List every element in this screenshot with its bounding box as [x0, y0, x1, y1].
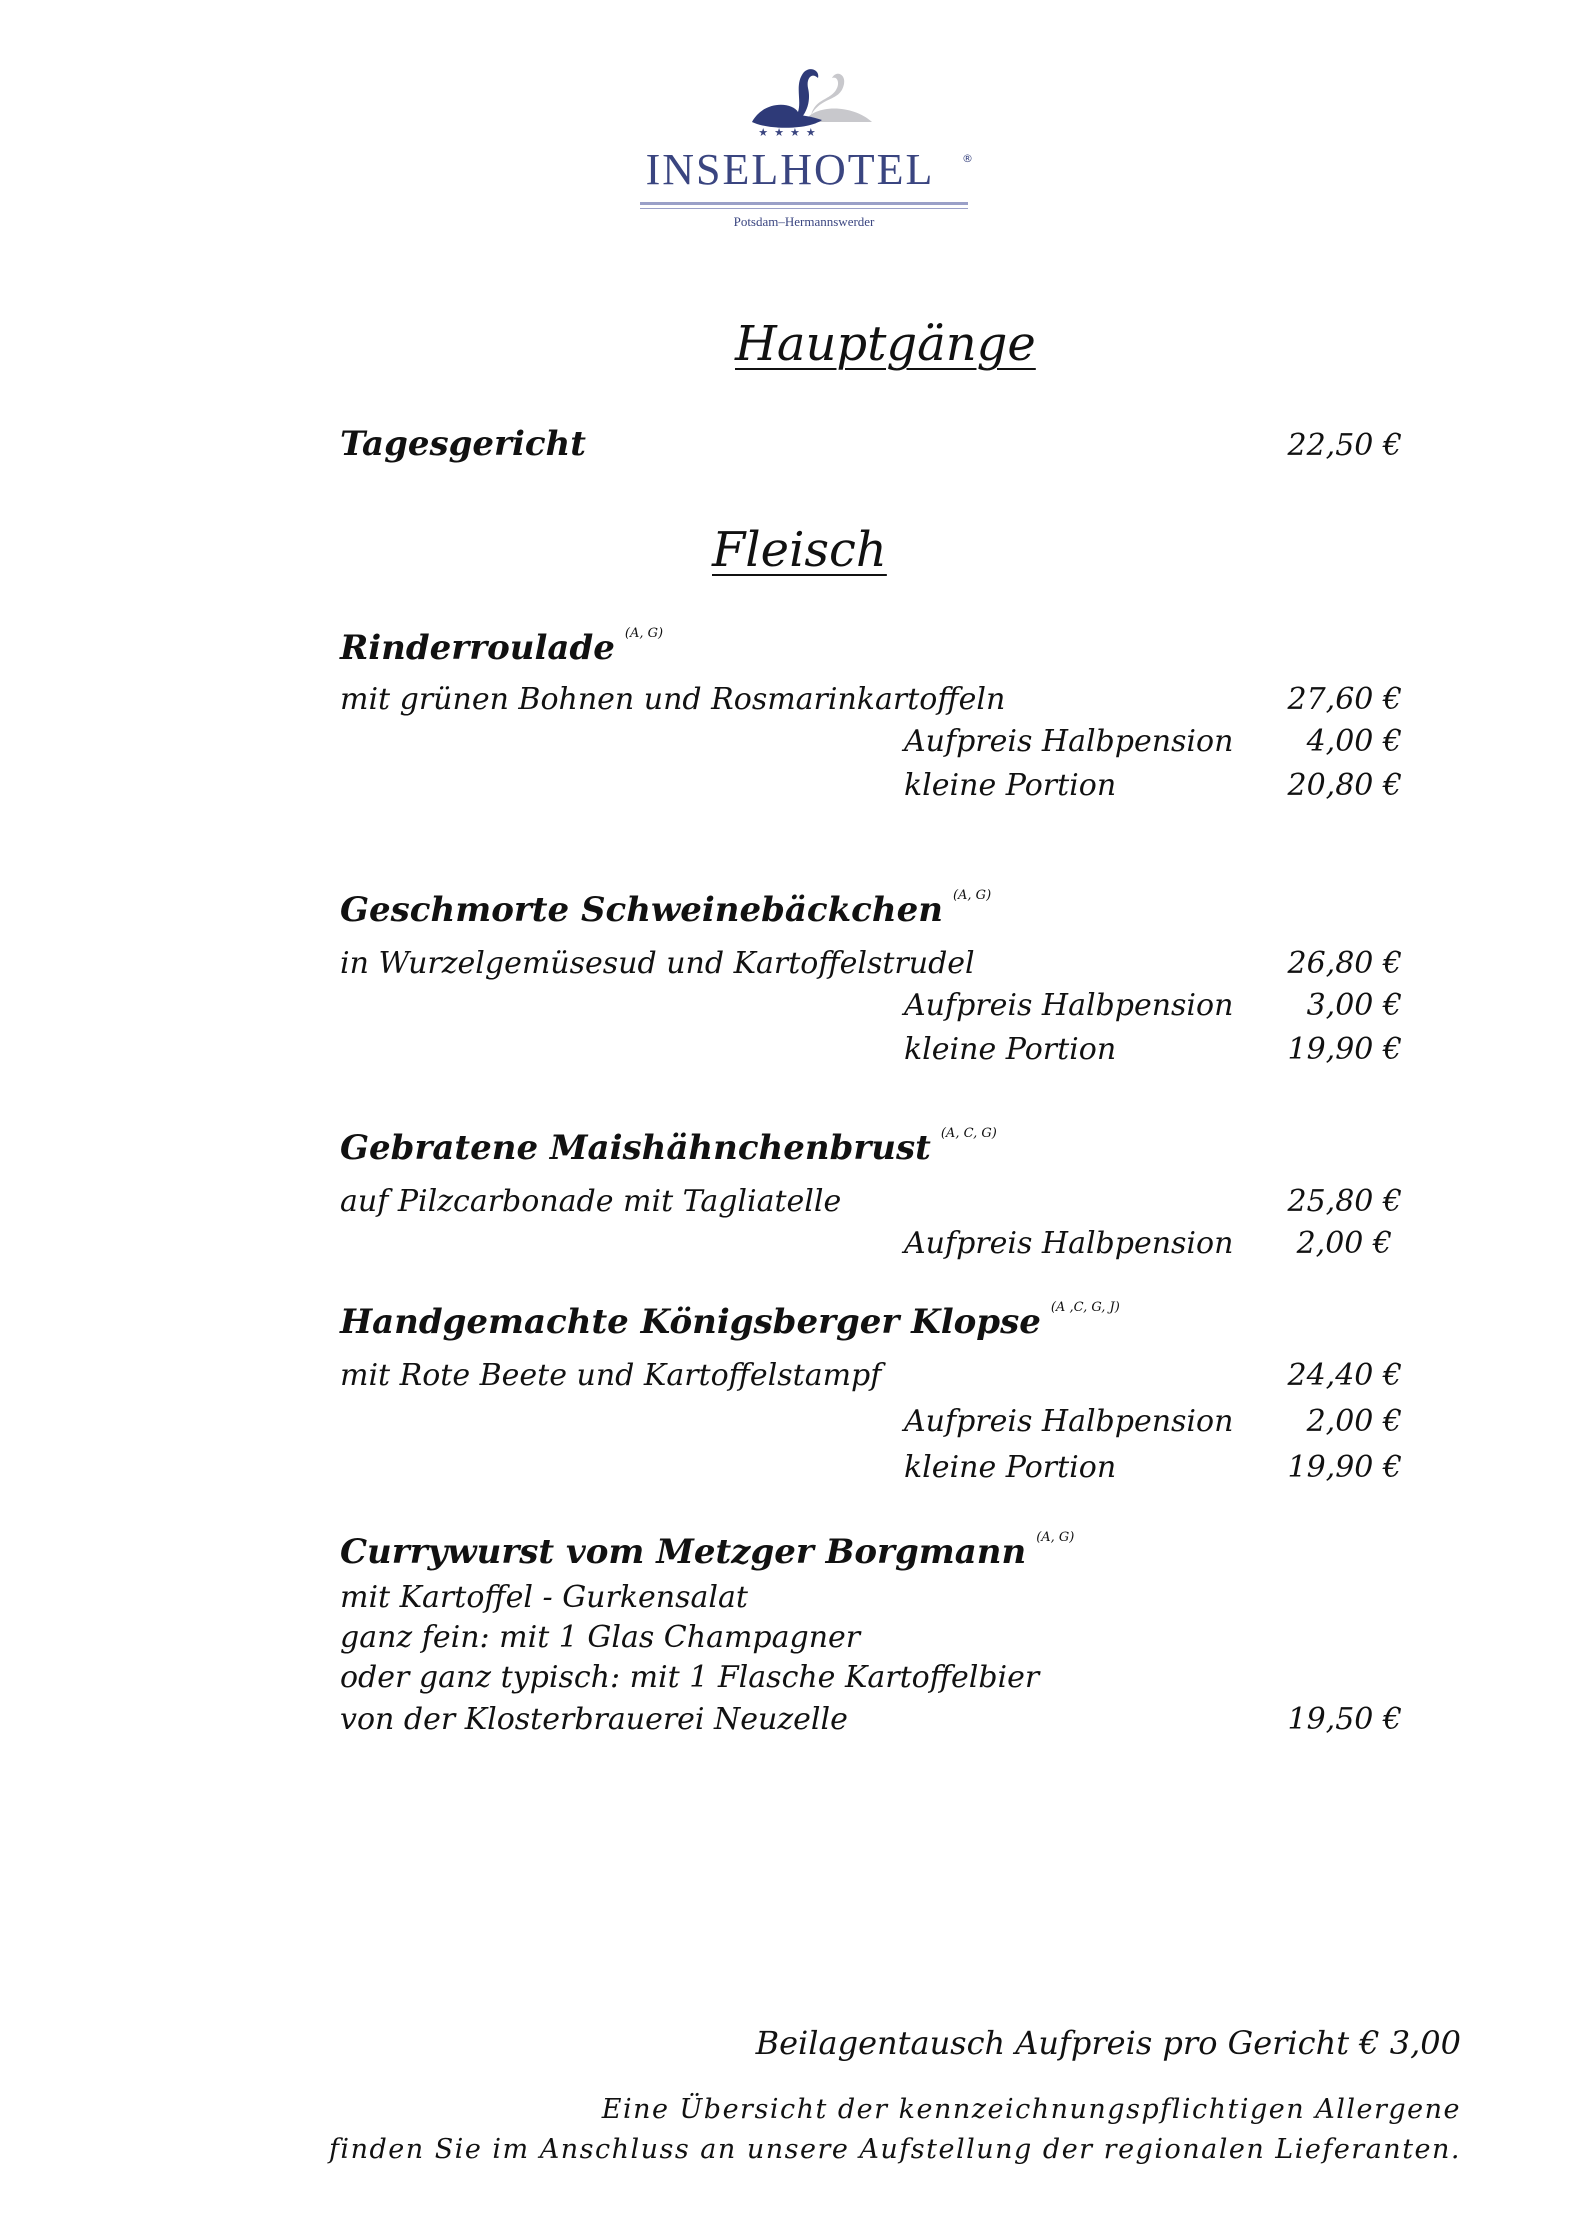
surcharge-price: 2,00 €	[1306, 1404, 1402, 1439]
allergen-codes: (A, G)	[1036, 1530, 1075, 1545]
dish-name-tagesgericht: Tagesgericht	[340, 424, 586, 464]
allergen-note-line1: Eine Übersicht der kennzeichnungspflichtigen Allergene	[601, 2094, 1461, 2125]
dish-price: 25,80 €	[1287, 1184, 1402, 1219]
dish-price: 27,60 €	[1287, 682, 1402, 717]
dish-description-line: von der Klosterbrauerei Neuzelle	[340, 1702, 848, 1737]
dish-description: auf Pilzcarbonade mit Tagliatelle	[340, 1184, 842, 1219]
allergen-codes: (A, G)	[952, 888, 992, 903]
dish-name: Gebratene Maishähnchenbrust $^{(A, C, G)}$	[340, 1126, 997, 1168]
small-portion-label: kleine Portion	[904, 1032, 1117, 1067]
hotel-logo	[600, 60, 980, 240]
surcharge-price: 3,00 €	[1306, 988, 1402, 1023]
dish-description-line: oder ganz typisch: mit 1 Flasche Kartoffelbier	[340, 1660, 1040, 1695]
surcharge-label: Aufpreis Halbpension	[904, 988, 1234, 1023]
small-portion-price: 20,80 €	[1287, 768, 1402, 803]
dish-name: Geschmorte Schweinebäckchen $^{(A, G)}$	[340, 888, 992, 930]
dish-description: in Wurzelgemüsesud und Kartoffelstrudel	[340, 946, 975, 981]
dish-price: 24,40 €	[1287, 1358, 1402, 1393]
price-tagesgericht: 22,50 €	[1287, 428, 1402, 463]
dish-description: mit grünen Bohnen und Rosmarinkartoffeln	[340, 682, 1006, 717]
surcharge-label: Aufpreis Halbpension	[904, 1404, 1234, 1439]
heading-main-courses: Hauptgänge	[735, 316, 1036, 372]
dish-description-line: mit Kartoffel - Gurkensalat	[340, 1580, 748, 1615]
hotel-location: Potsdam–Hermannswerder	[733, 214, 875, 229]
dish-price: 19,50 €	[1287, 1702, 1402, 1737]
surcharge-price: 2,00 €	[1296, 1226, 1392, 1261]
small-portion-label: kleine Portion	[904, 768, 1117, 803]
dish-name: Currywurst vom Metzger Borgmann $^{(A, G)}$	[340, 1530, 1075, 1572]
heading-meat: Fleisch	[712, 522, 887, 578]
side-dish-swap-note: Beilagentausch Aufpreis pro Gericht € 3,00	[755, 2024, 1461, 2062]
small-portion-price: 19,90 €	[1287, 1450, 1402, 1485]
surcharge-label: Aufpreis Halbpension	[904, 724, 1234, 759]
allergen-codes: (A, C, G)	[940, 1126, 997, 1141]
surcharge-label: Aufpreis Halbpension	[904, 1226, 1234, 1261]
allergen-note-line2: finden Sie im Anschluss an unsere Aufstellung der regionalen Lieferanten.	[328, 2134, 1461, 2165]
swan-logo-icon	[748, 64, 878, 130]
small-portion-price: 19,90 €	[1287, 1032, 1402, 1067]
small-portion-label: kleine Portion	[904, 1450, 1117, 1485]
logo-divider-thin	[640, 208, 968, 209]
dish-description: mit Rote Beete und Kartoffelstampf	[340, 1358, 882, 1393]
rating-stars: ★★★★	[758, 126, 822, 139]
logo-divider	[640, 202, 968, 205]
dish-name: Rinderroulade $^{(A, G)}$	[340, 626, 664, 668]
dish-name: Handgemachte Königsberger Klopse $^{(A ,C, G, J)}$	[340, 1300, 1120, 1342]
dish-description-line: ganz fein: mit 1 Glas Champagner	[340, 1620, 861, 1655]
registered-mark: ®	[962, 152, 973, 165]
dish-price: 26,80 €	[1287, 946, 1402, 981]
brand-name: INSELHOTEL	[645, 145, 935, 194]
allergen-codes: (A, G)	[624, 626, 664, 641]
allergen-codes: (A ,C, G, J)	[1050, 1300, 1120, 1315]
surcharge-price: 4,00 €	[1306, 724, 1402, 759]
